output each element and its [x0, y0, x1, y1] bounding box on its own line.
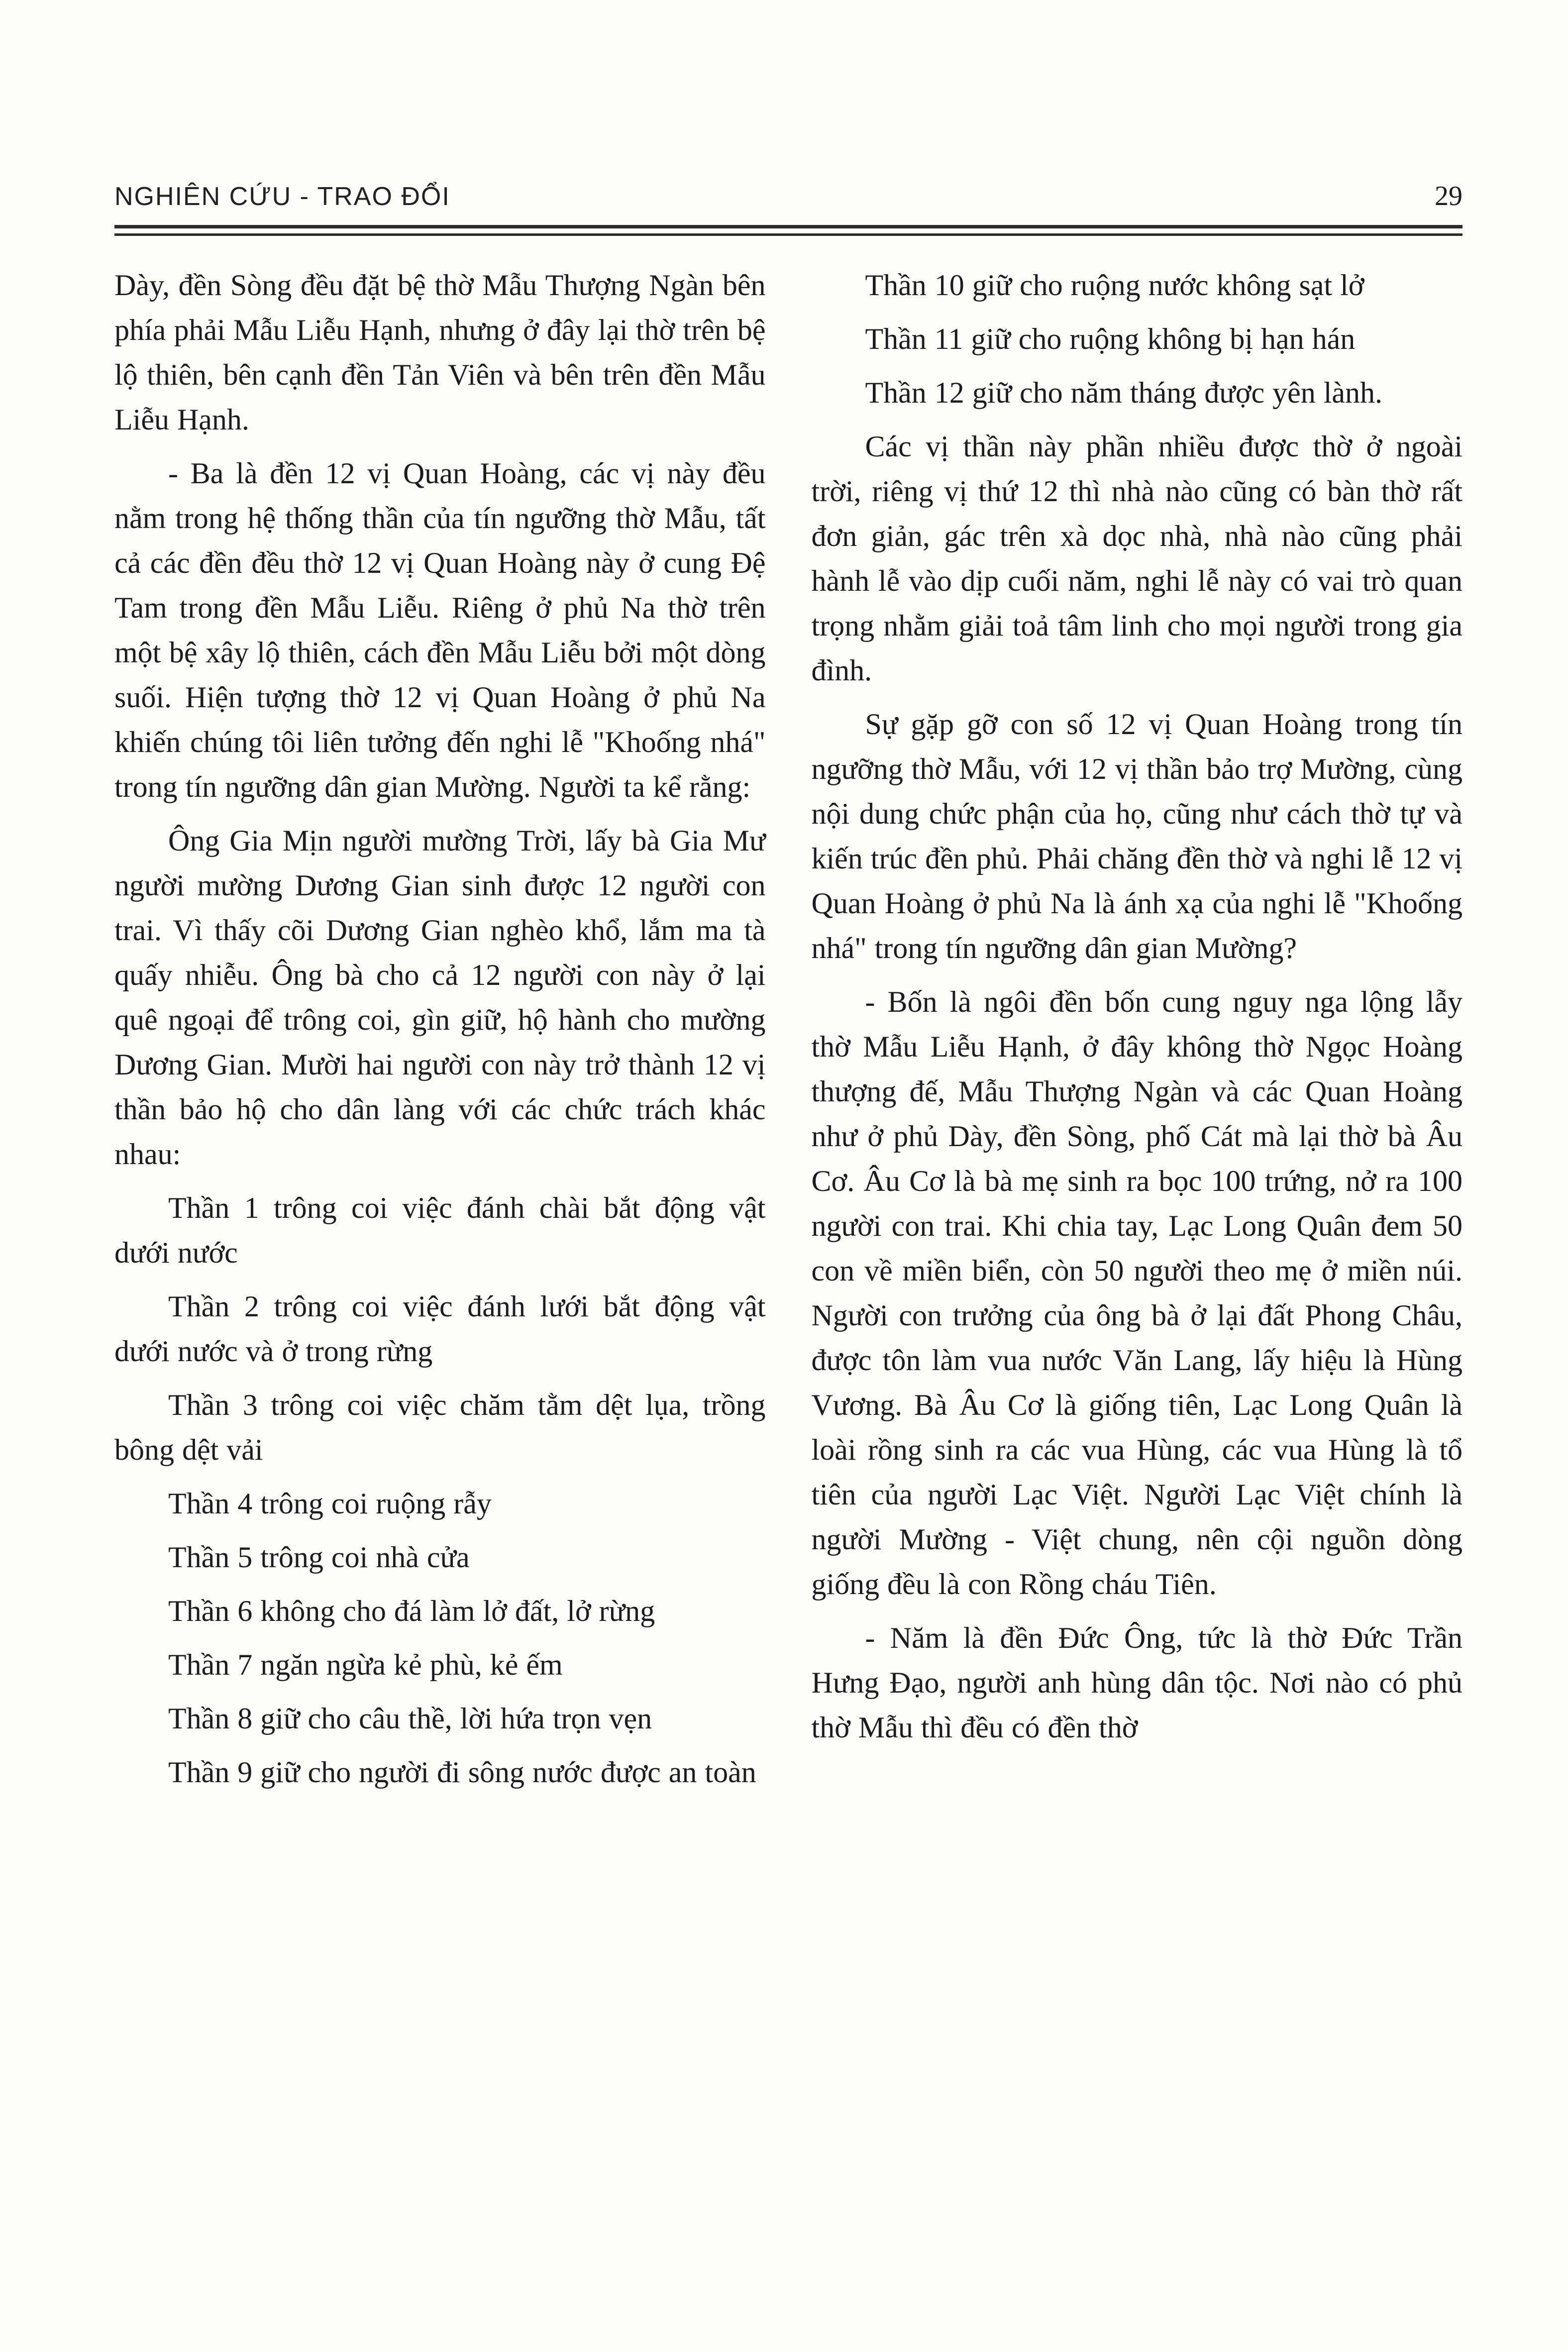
list-item-paragraph: Thần 4 trông coi ruộng rẫy [168, 1487, 492, 1520]
paragraph: Sự gặp gỡ con số 12 vị Quan Hoàng trong tín ngưỡng thờ Mẫu, với 12 vị thần bảo trợ Mường, cùng nội dung chức phận của họ, cũng như cách thờ tự và kiến trúc đền phủ. Phải chăng đền thờ và nghi lễ 12 vị Quan Hoàng ở phủ Na là ánh xạ của nghi lễ "Khoống nhá" trong tín ngưỡng dân gian Mường? [811, 708, 1463, 964]
list-item-paragraph: Thần 2 trông coi việc đánh lưới bắt động vật dưới nước và ở trong rừng [114, 1290, 766, 1368]
list-item-paragraph: Thần 5 trông coi nhà cửa [168, 1541, 470, 1574]
list-item-paragraph: Thần 7 ngăn ngừa kẻ phù, kẻ ếm [168, 1648, 563, 1681]
list-item-paragraph: Thần 3 trông coi việc chăm tằm dệt lụa, trồng bông dệt vải [114, 1389, 766, 1466]
paragraph: Các vị thần này phần nhiều được thờ ở ngoài trời, riêng vị thứ 12 thì nhà nào cũng có bàn thờ rất đơn giản, gác trên xà dọc nhà, nhà nào cũng phải hành lễ vào dịp cuối năm, nghi lễ này có vai trò quan trọng nhằm giải toả tâm linh cho mọi người trong gia đình. [811, 430, 1463, 687]
paragraph: Ông Gia Mịn người mường Trời, lấy bà Gia Mư người mường Dương Gian sinh được 12 người con trai. Vì thấy cõi Dương Gian nghèo khổ, lắm ma tà quấy nhiễu. Ông bà cho cả 12 người con này ở lại quê ngoại để trông coi, gìn giữ, hộ hành cho mường Dương Gian. Mười hai người con này trở thành 12 vị thần bảo hộ cho dân làng với các chức trách khác nhau: [114, 824, 766, 1171]
list-item-paragraph: Thần 9 giữ cho người đi sông nước được an toàn [168, 1756, 756, 1789]
paragraph: Dày, đền Sòng đều đặt bệ thờ Mẫu Thượng Ngàn bên phía phải Mẫu Liễu Hạnh, nhưng ở đây lại thờ trên bệ lộ thiên, bên cạnh đền Tản Viên và bên trên đền Mẫu Liễu Hạnh. [114, 269, 766, 436]
left-column [114, 263, 766, 1795]
page-number: 29 [1435, 181, 1463, 212]
section-title: NGHIÊN CỨU - TRAO ĐỔI [114, 182, 450, 211]
list-item-paragraph: Thần 10 giữ cho ruộng nước không sạt lở [865, 269, 1364, 302]
list-item-paragraph: Thần 11 giữ cho ruộng không bị hạn hán [865, 322, 1356, 355]
list-item-paragraph: Thần 8 giữ cho câu thề, lời hứa trọn vẹn [168, 1702, 652, 1735]
header-double-rule [114, 225, 1463, 236]
list-item-paragraph: Thần 12 giữ cho năm tháng được yên lành. [865, 376, 1383, 409]
page-header [114, 180, 1463, 212]
article-body [114, 263, 1463, 1795]
list-item-paragraph: Thần 6 không cho đá làm lở đất, lở rừng [168, 1595, 655, 1627]
paragraph: - Năm là đền Đức Ông, tức là thờ Đức Trần Hưng Đạo, người anh hùng dân tộc. Nơi nào có phủ thờ Mẫu thì đều có đền thờ [811, 1621, 1463, 1744]
paragraph: - Bốn là ngôi đền bốn cung nguy nga lộng lẫy thờ Mẫu Liễu Hạnh, ở đây không thờ Ngọc Hoàng thượng đế, Mẫu Thượng Ngàn và các Quan Hoàng như ở phủ Dày, đền Sòng, phố Cát mà lại thờ bà Âu Cơ. Âu Cơ là bà mẹ sinh ra bọc 100 trứng, nở ra 100 người con trai. Khi chia tay, Lạc Long Quân đem 50 con về miền biển, còn 50 người theo mẹ ở miền núi. Người con trưởng của ông bà ở lại đất Phong Châu, được tôn làm vua nước Văn Lang, lấy hiệu là Hùng Vương. Bà Âu Cơ là giống tiên, Lạc Long Quân là loài rồng sinh ra các vua Hùng, các vua Hùng là tổ tiên của người Lạc Việt. Người Lạc Việt chính là người Mường - Việt chung, nên cội nguồn dòng giống đều là con Rồng cháu Tiên. [811, 985, 1463, 1601]
list-item-paragraph: Thần 1 trông coi việc đánh chài bắt động vật dưới nước [114, 1191, 766, 1269]
paragraph: - Ba là đền 12 vị Quan Hoàng, các vị này đều nằm trong hệ thống thần của tín ngưỡng thờ Mẫu, tất cả các đền đều thờ 12 vị Quan Hoàng này ở cung Đệ Tam trong đền Mẫu Liễu. Riêng ở phủ Na thờ trên một bệ xây lộ thiên, cách đền Mẫu Liễu bởi một dòng suối. Hiện tượng thờ 12 vị Quan Hoàng ở phủ Na khiến chúng tôi liên tưởng đến nghi lễ "Khoống nhá" trong tín ngưỡng dân gian Mường. Người ta kể rằng: [114, 457, 766, 803]
right-column [812, 263, 1463, 1795]
